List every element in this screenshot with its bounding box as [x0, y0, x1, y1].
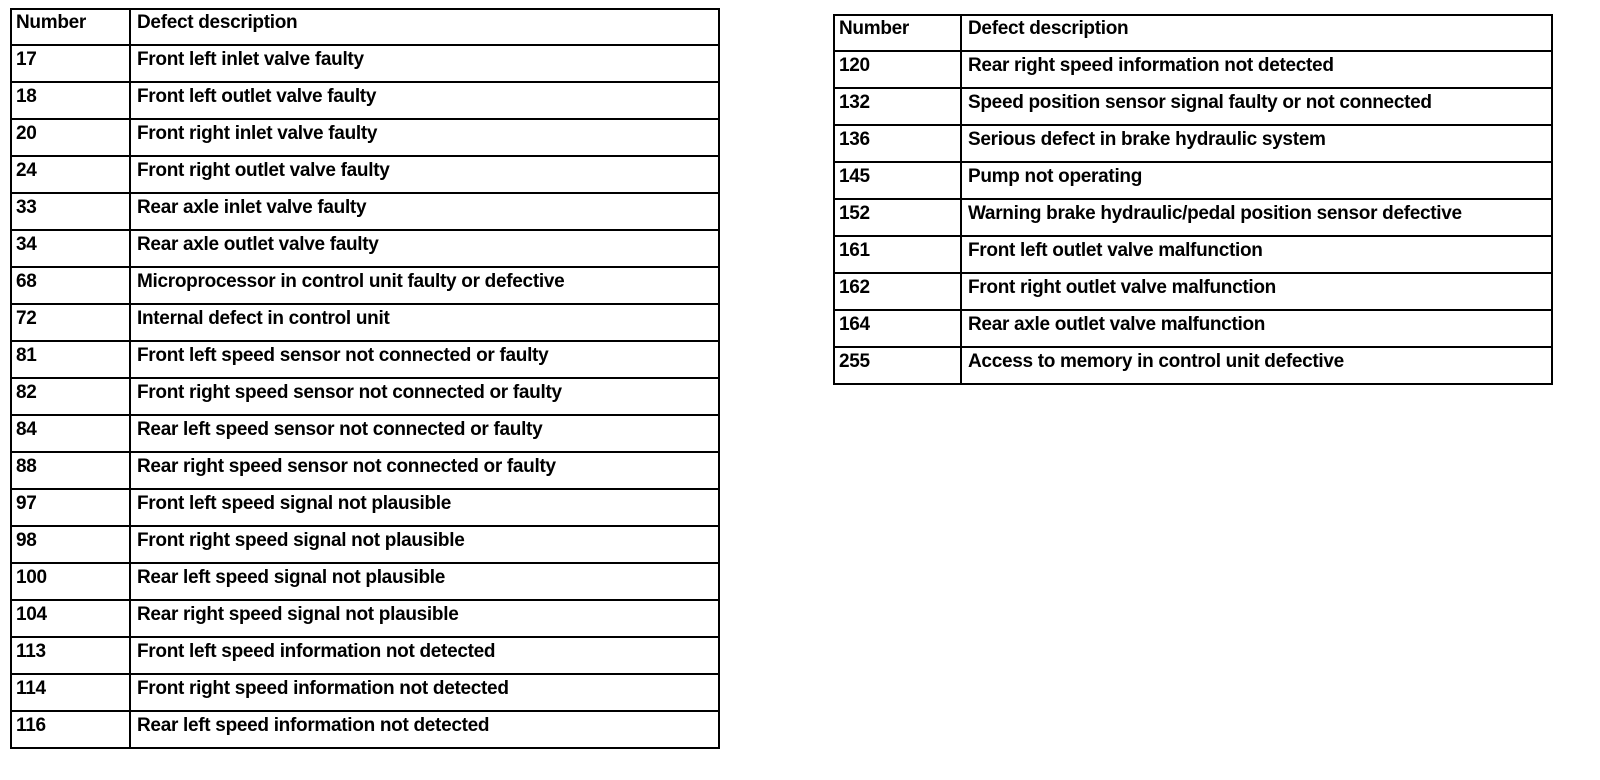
table-row [834, 236, 1552, 273]
defect-description: Front right outlet valve faulty [130, 156, 719, 193]
defect-number: 33 [11, 193, 130, 230]
table-row [11, 267, 719, 304]
table-row [834, 51, 1552, 88]
table-row [834, 273, 1552, 310]
table-row [11, 45, 719, 82]
table-row [11, 82, 719, 119]
defect-description: Warning brake hydraulic/pedal position sensor defective [961, 199, 1552, 236]
defect-number: 97 [11, 489, 130, 526]
table-row [11, 711, 719, 748]
header-row [834, 15, 1552, 51]
defect-number: 113 [11, 637, 130, 674]
defect-description: Front left speed information not detected [130, 637, 719, 674]
defect-number: 84 [11, 415, 130, 452]
defect-number: 24 [11, 156, 130, 193]
defect-number: 18 [11, 82, 130, 119]
defect-description: Front right speed sensor not connected or faulty [130, 378, 719, 415]
table-row [11, 526, 719, 563]
defect-description: Front left speed signal not plausible [130, 489, 719, 526]
defect-description: Access to memory in control unit defective [961, 347, 1552, 384]
description-column-header: Defect description [130, 9, 719, 45]
table-row [11, 489, 719, 526]
defect-description: Serious defect in brake hydraulic system [961, 125, 1552, 162]
table-row [11, 452, 719, 489]
description-column-header: Defect description [961, 15, 1552, 51]
table-row [11, 637, 719, 674]
table-row [11, 230, 719, 267]
defect-table-right [833, 14, 1553, 385]
table-row [11, 156, 719, 193]
defect-number: 72 [11, 304, 130, 341]
defect-description: Front right inlet valve faulty [130, 119, 719, 156]
table-row [11, 563, 719, 600]
defect-description: Rear axle inlet valve faulty [130, 193, 719, 230]
defect-description: Front left outlet valve malfunction [961, 236, 1552, 273]
table-row [834, 347, 1552, 384]
defect-number: 88 [11, 452, 130, 489]
defect-description: Rear axle outlet valve faulty [130, 230, 719, 267]
defect-number: 132 [834, 88, 961, 125]
table-row [11, 600, 719, 637]
table-row [834, 162, 1552, 199]
header-row [11, 9, 719, 45]
defect-number: 164 [834, 310, 961, 347]
table-row [11, 193, 719, 230]
defect-number: 104 [11, 600, 130, 637]
defect-description: Rear left speed sensor not connected or faulty [130, 415, 719, 452]
defect-number: 255 [834, 347, 961, 384]
defect-number: 116 [11, 711, 130, 748]
defect-number: 82 [11, 378, 130, 415]
defect-description: Rear axle outlet valve malfunction [961, 310, 1552, 347]
defect-number: 17 [11, 45, 130, 82]
table-row [11, 119, 719, 156]
table-row [11, 415, 719, 452]
defect-description: Front left speed sensor not connected or faulty [130, 341, 719, 378]
defect-table-right-body [834, 51, 1552, 384]
table-row [834, 125, 1552, 162]
defect-description: Rear right speed sensor not connected or faulty [130, 452, 719, 489]
defect-description: Rear left speed signal not plausible [130, 563, 719, 600]
defect-description: Speed position sensor signal faulty or not connected [961, 88, 1552, 125]
defect-number: 98 [11, 526, 130, 563]
table-row [11, 378, 719, 415]
defect-number: 68 [11, 267, 130, 304]
table-row [11, 341, 719, 378]
defect-description: Front left inlet valve faulty [130, 45, 719, 82]
defect-description: Front left outlet valve faulty [130, 82, 719, 119]
defect-description: Pump not operating [961, 162, 1552, 199]
defect-description: Front right outlet valve malfunction [961, 273, 1552, 310]
defect-table-left [10, 8, 720, 749]
defect-number: 161 [834, 236, 961, 273]
defect-description: Rear right speed information not detected [961, 51, 1552, 88]
defect-number: 100 [11, 563, 130, 600]
defect-number: 20 [11, 119, 130, 156]
number-column-header: Number [834, 15, 961, 51]
defect-description: Rear right speed signal not plausible [130, 600, 719, 637]
defect-description: Front right speed information not detected [130, 674, 719, 711]
defect-number: 162 [834, 273, 961, 310]
defect-number: 34 [11, 230, 130, 267]
defect-number: 152 [834, 199, 961, 236]
defect-table-left-body [11, 45, 719, 748]
defect-number: 81 [11, 341, 130, 378]
table-row [834, 310, 1552, 347]
defect-number: 136 [834, 125, 961, 162]
defect-description: Rear left speed information not detected [130, 711, 719, 748]
table-row [11, 304, 719, 341]
defect-number: 120 [834, 51, 961, 88]
defect-number: 145 [834, 162, 961, 199]
defect-description: Internal defect in control unit [130, 304, 719, 341]
table-row [834, 88, 1552, 125]
number-column-header: Number [11, 9, 130, 45]
defect-description: Front right speed signal not plausible [130, 526, 719, 563]
defect-description: Microprocessor in control unit faulty or defective [130, 267, 719, 304]
table-row [11, 674, 719, 711]
table-row [834, 199, 1552, 236]
defect-number: 114 [11, 674, 130, 711]
